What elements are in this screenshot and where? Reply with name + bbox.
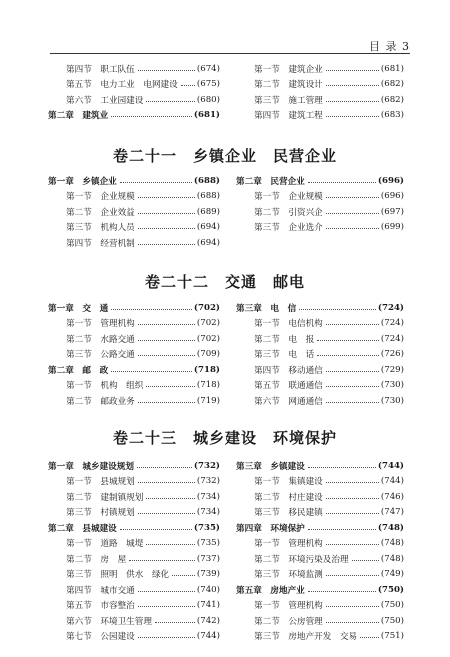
toc-section-entry: [254, 505, 404, 520]
entry-title: 第四节 移动通信: [254, 365, 323, 376]
entry-title: 第一节 企业规模: [66, 192, 135, 202]
entry-title: 第四章 环境保护: [236, 523, 305, 534]
page-number: (744): [196, 631, 220, 641]
toc-section-entry: [254, 613, 404, 628]
dot-leader: [326, 70, 379, 71]
page-number: (680): [196, 94, 220, 105]
dot-leader: [326, 482, 379, 483]
toc-section-entry: [66, 582, 220, 597]
dot-leader: [326, 606, 379, 607]
toc-chapter-entry: [48, 173, 220, 188]
dot-leader: [326, 101, 379, 102]
page-number: (694): [196, 222, 220, 232]
entry-title: 第六节 网通通信: [254, 396, 323, 407]
toc-section-entry: [254, 189, 404, 204]
entry-title: 第一节 建筑企业: [254, 64, 323, 75]
entry-title: 第四节 建筑工程: [254, 111, 323, 121]
dot-leader: [308, 529, 376, 530]
entry-title: 第二节 房 屋: [66, 554, 127, 565]
entry-title: 第二章 民营企业: [236, 176, 305, 187]
dot-leader: [326, 513, 379, 514]
entry-title: 第四节 城市交通: [66, 585, 135, 596]
toc-section-entry: [254, 567, 404, 582]
toc-section-entry: [66, 92, 220, 107]
page-number: (724): [380, 318, 404, 328]
entry-title: 第二节 引资兴企: [254, 207, 323, 218]
entry-title: 第二章 邮 政: [48, 365, 109, 376]
dot-leader: [326, 197, 379, 198]
dot-leader: [172, 575, 195, 576]
toc-chapter-entry: [236, 582, 404, 597]
page-number: (719): [196, 395, 220, 406]
dot-leader: [326, 402, 379, 403]
entry-title: 第一节 电信机构: [254, 319, 323, 329]
dot-leader: [138, 213, 195, 214]
dot-leader: [138, 606, 195, 607]
dot-leader: [308, 182, 376, 183]
toc-section-entry: [66, 598, 220, 613]
page-number: (681): [193, 110, 220, 120]
entry-title: 第三章 乡镇建设: [236, 461, 305, 472]
entry-title: 第四节 职工队伍: [66, 64, 135, 75]
entry-title: 第三节 施工管理: [254, 95, 323, 106]
page-number: (734): [196, 491, 220, 502]
page-header: [0, 0, 450, 56]
toc-section-entry: [66, 536, 220, 551]
entry-title: 第二节 水路交通: [66, 334, 135, 345]
page-number: (751): [380, 631, 404, 641]
page-number: (718): [196, 380, 220, 390]
page-number: (696): [377, 175, 404, 186]
page-number: (734): [196, 507, 220, 517]
page-number: (750): [380, 615, 404, 626]
entry-title: 第三节 村镇规划: [66, 508, 135, 518]
dot-leader: [308, 591, 376, 592]
dot-leader: [129, 560, 195, 561]
toc-section-entry: [254, 331, 404, 346]
page-number: (750): [377, 584, 404, 595]
page-number: (718): [193, 364, 220, 375]
dot-leader: [326, 116, 379, 117]
dot-leader: [137, 467, 192, 468]
dot-leader: [326, 85, 379, 86]
dot-leader: [326, 228, 379, 229]
page-number: (748): [380, 553, 404, 564]
dot-leader: [326, 386, 379, 387]
toc-section-entry: [66, 77, 220, 92]
dot-leader: [138, 228, 195, 229]
entry-title: 第一节 企业规模: [254, 192, 323, 202]
entry-title: 第二节 电 报: [254, 334, 315, 345]
dot-leader: [155, 622, 195, 623]
toc-section-entry: [66, 505, 220, 520]
page-number: (735): [193, 522, 220, 533]
volume-title: 卷二十二 交通 邮电: [144, 273, 305, 291]
toc-section-entry: [254, 598, 404, 613]
page-number: (748): [377, 522, 404, 533]
entry-title: 第一章 交 通: [48, 303, 109, 314]
entry-title: 第三节 电 话: [254, 350, 315, 360]
page-number: (742): [196, 615, 220, 626]
toc-section-entry: [254, 629, 404, 644]
page-number: (682): [380, 79, 404, 89]
volume-title: 卷二十三 城乡建设 环境保护: [112, 429, 337, 447]
toc-section-entry: [254, 474, 404, 489]
toc-section-entry: [66, 567, 220, 582]
page-number: (732): [196, 476, 220, 486]
entry-title: 第一章 乡镇企业: [48, 176, 117, 187]
toc-section-entry: [254, 316, 404, 331]
entry-title: 第一节 道路 城堤: [66, 539, 144, 549]
entry-title: 第四节 经营机制: [66, 238, 135, 249]
toc-chapter-entry: [48, 108, 220, 123]
page-number: (696): [380, 191, 404, 201]
toc-section-entry: [254, 220, 404, 235]
dot-leader: [138, 482, 195, 483]
dot-leader: [138, 637, 195, 638]
dot-leader: [138, 513, 195, 514]
entry-title: 第二章 建筑业: [48, 111, 109, 121]
entry-title: 第六节 工业园建设: [66, 95, 144, 106]
page-number: (732): [193, 460, 220, 471]
entry-title: 第二节 邮政业务: [66, 396, 135, 407]
dot-leader: [120, 182, 192, 183]
dot-leader: [360, 637, 379, 638]
entry-title: 第六节 环境卫生管理: [66, 616, 152, 627]
toc-section-entry: [254, 362, 404, 377]
toc-section-entry: [254, 108, 404, 123]
page-number: (702): [193, 302, 220, 313]
dot-leader: [138, 70, 195, 71]
entry-title: 第三节 企业选介: [254, 223, 323, 233]
toc-section-entry: [254, 77, 404, 92]
entry-title: 第二节 环境污染及治理: [254, 554, 349, 565]
entry-title: 第一节 管理机构: [66, 319, 135, 329]
toc-section-entry: [66, 204, 220, 219]
toc-section-entry: [254, 61, 404, 76]
dot-leader: [111, 371, 192, 372]
header-rule: [50, 53, 410, 54]
dot-leader: [146, 386, 195, 387]
page-number: (746): [380, 491, 404, 502]
page-number: (694): [196, 237, 220, 248]
dot-leader: [308, 467, 376, 468]
page-number: (702): [196, 318, 220, 328]
dot-leader: [181, 85, 195, 86]
page-number: (729): [380, 364, 404, 375]
dot-leader: [317, 355, 379, 356]
page-number: (739): [196, 569, 220, 579]
dot-leader: [146, 544, 195, 545]
entry-title: 第三节 房地产开发 交易: [254, 632, 358, 642]
entry-title: 第五节 市容整治: [66, 601, 135, 611]
toc-section-entry: [66, 331, 220, 346]
dot-leader: [146, 498, 195, 499]
page-number: (748): [380, 538, 404, 548]
toc-chapter-entry: [48, 520, 220, 535]
toc-section-entry: [66, 474, 220, 489]
entry-title: 第五节 联通通信: [254, 381, 323, 391]
page-number: (675): [196, 79, 220, 89]
page-number: (724): [380, 333, 404, 344]
page-number: (749): [380, 569, 404, 579]
entry-title: 第二节 建筑设计: [254, 80, 323, 90]
toc-section-entry: [254, 551, 404, 566]
dot-leader: [352, 560, 379, 561]
entry-title: 第一节 集镇建设: [254, 477, 323, 487]
dot-leader: [326, 324, 379, 325]
page-number: (724): [377, 302, 404, 313]
page-number: (741): [196, 600, 220, 610]
page-number: (697): [380, 206, 404, 217]
dot-leader: [326, 371, 379, 372]
toc-section-entry: [254, 393, 404, 408]
toc-chapter-entry: [48, 362, 220, 377]
page-number: (730): [380, 395, 404, 406]
toc-section-entry: [66, 61, 220, 76]
entry-title: 第二章 县城建设: [48, 523, 117, 534]
toc-section-entry: [66, 316, 220, 331]
dot-leader: [120, 529, 192, 530]
entry-title: 第一节 机构 组织: [66, 381, 144, 391]
page-number: (735): [196, 538, 220, 548]
toc-chapter-entry: [236, 458, 404, 473]
dot-leader: [146, 101, 195, 102]
page-number: (683): [380, 110, 404, 120]
dot-leader: [138, 197, 195, 198]
toc-section-entry: [66, 220, 220, 235]
page-number: (744): [377, 460, 404, 471]
toc-chapter-entry: [236, 300, 404, 315]
dot-leader: [326, 498, 379, 499]
page-number: (747): [380, 507, 404, 517]
dot-leader: [111, 116, 192, 117]
page-number: (689): [196, 206, 220, 217]
entry-title: 第三节 照明 供水 绿化: [66, 570, 170, 580]
toc-section-entry: [254, 536, 404, 551]
toc-chapter-entry: [236, 173, 404, 188]
entry-title: 第一章 城乡建设规划: [48, 461, 134, 472]
entry-title: 第五节 电力工业 电网建设: [66, 80, 178, 90]
entry-title: 第二节 企业效益: [66, 207, 135, 218]
page-number: (702): [196, 333, 220, 344]
toc-section-entry: [66, 235, 220, 250]
toc-section-entry: [66, 189, 220, 204]
toc-section-entry: [66, 489, 220, 504]
page-number: (682): [380, 94, 404, 105]
dot-leader: [326, 213, 379, 214]
page-number: (688): [193, 175, 220, 186]
toc-section-entry: [66, 629, 220, 644]
entry-title: 第一节 县城规划: [66, 477, 135, 487]
entry-title: 第一节 管理机构: [254, 601, 323, 611]
toc-chapter-entry: [48, 458, 220, 473]
dot-leader: [111, 309, 192, 310]
toc-section-entry: [254, 378, 404, 393]
dot-leader: [317, 340, 379, 341]
page-number: (688): [196, 191, 220, 201]
page-number: (740): [196, 584, 220, 595]
entry-title: 第三节 移民建镇: [254, 508, 323, 518]
entry-title: 第七节 公园建设: [66, 632, 135, 642]
dot-leader: [299, 309, 376, 310]
dot-leader: [138, 244, 195, 245]
dot-leader: [138, 355, 195, 356]
page-number: (730): [380, 380, 404, 390]
entry-title: 第五章 房地产业: [236, 585, 305, 596]
page-number: (699): [380, 222, 404, 232]
entry-title: 第三节 环境监测: [254, 570, 323, 580]
running-header: 目 录 3: [369, 40, 410, 53]
page-number: (674): [196, 63, 220, 74]
dot-leader: [326, 575, 379, 576]
page-number: (709): [196, 349, 220, 359]
toc-chapter-entry: [236, 520, 404, 535]
entry-title: 第一节 管理机构: [254, 539, 323, 549]
toc-section-entry: [254, 489, 404, 504]
toc-section-entry: [66, 347, 220, 362]
dot-leader: [138, 324, 195, 325]
entry-title: 第三节 公路交通: [66, 350, 135, 360]
entry-title: 第二节 村庄建设: [254, 492, 323, 503]
toc-section-entry: [254, 204, 404, 219]
volume-title: 卷二十一 乡镇企业 民营企业: [112, 147, 337, 165]
entry-title: 第二节 公房管理: [254, 616, 323, 627]
toc-section-entry: [254, 92, 404, 107]
toc-section-entry: [66, 551, 220, 566]
page-number: (726): [380, 349, 404, 359]
toc-section-entry: [66, 393, 220, 408]
toc-section-entry: [66, 378, 220, 393]
toc-chapter-entry: [48, 300, 220, 315]
entry-title: 第三节 机构人员: [66, 223, 135, 233]
page-number: (744): [380, 476, 404, 486]
entry-title: 第三章 电 信: [236, 303, 297, 314]
entry-title: 第二节 建制镇规划: [66, 492, 144, 503]
dot-leader: [138, 340, 195, 341]
page-number: (750): [380, 600, 404, 610]
dot-leader: [138, 591, 195, 592]
toc-section-entry: [254, 347, 404, 362]
dot-leader: [326, 544, 379, 545]
toc-section-entry: [66, 613, 220, 628]
page-number: (681): [380, 63, 404, 74]
dot-leader: [326, 622, 379, 623]
dot-leader: [138, 402, 195, 403]
page-number: (737): [196, 553, 220, 564]
